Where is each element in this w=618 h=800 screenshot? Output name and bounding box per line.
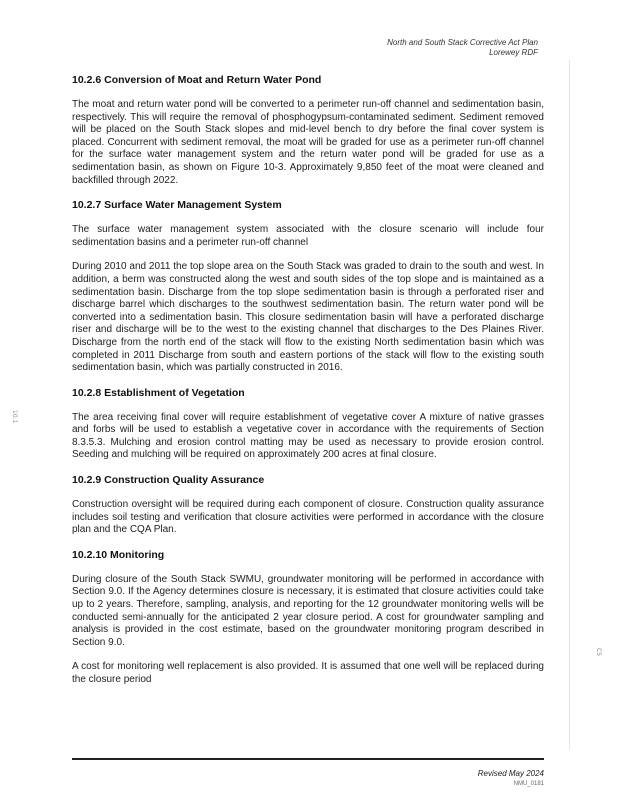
right-margin-mark: C5 — [595, 648, 602, 657]
page-header — [387, 38, 538, 58]
section-monitoring — [72, 549, 544, 687]
paragraph: The area receiving final cover will require establishment of vegetative cover A mixture of native grasses and forbs will be used to establish a vegetative cover in accordance with the requirements of Section 8.3.5.3. Mulching and erosion control matting may be used as necessary to provide erosion control. Seeding and mulching will be required on approximately 200 acres at final closure. — [72, 411, 544, 461]
scan-edge-line — [569, 60, 570, 750]
section-heading: 10.2.10 Monitoring — [72, 548, 165, 561]
header-site-name: Lorewey RDF — [489, 48, 538, 57]
paragraph: During 2010 and 2011 the top slope area on the South Stack was graded to drain to the south and west. In addition, a berm was constructed along the west and south sides of the top slope and is maintained as a sedimentation basin. Discharge from the top slope sedimentation basin is through a perforated riser and discharge barrel which discharges to the southwest sedimentation basin. The return water pond will be converted into a sedimentation basin. This closure sedimentation basin will have a perforated discharge riser and discharge will be to the west to the existing channel that discharges to the Des Plaines River. Discharge from the north end of the stack will flow to the existing North sedimentation basin which was completed in 2011 Discharge from south and eastern portions of the stack will flow to the existing south sedimentation basin, which was partially constructed in 2016. — [72, 261, 544, 374]
section-heading: 10.2.7 Surface Water Management System — [72, 199, 282, 212]
document-code: NMU_0181 — [513, 781, 544, 787]
section-surface-water — [72, 199, 544, 375]
paragraph: A cost for monitoring well replacement is also provided. It is assumed that one well will be replaced during the closure period — [72, 661, 544, 685]
footer-rule — [72, 758, 544, 760]
document-body — [72, 74, 544, 699]
section-heading: 10.2.8 Establishment of Vegetation — [72, 386, 245, 399]
section-heading: 10.2.9 Construction Quality Assurance — [72, 474, 265, 487]
section-vegetation — [72, 387, 544, 462]
paragraph: Construction oversight will be required during each component of closure. Construction quality assurance includes soil testing and verification that closure activities were performed in accordance with the closure plan and the CQA Plan. — [72, 499, 544, 536]
page-footer — [478, 769, 544, 789]
section-moat-conversion — [72, 74, 544, 187]
paragraph: During closure of the South Stack SWMU, groundwater monitoring will be performed in accordance with Section 9.0. If the Agency determines closure is necessary, it is estimated that closure activities could take up to 2 years. Therefore, sampling, analysis, and reporting for the 12 groundwater monitoring wells will be conducted semi-annually for the anticipated 2 year closure period. A cost for groundwater sampling and analysis is provided in the cost estimate, based on the groundwater monitoring program described in Section 9.0. — [72, 573, 544, 648]
section-heading: 10.2.6 Conversion of Moat and Return Water Pond — [72, 74, 322, 86]
header-document-title: North and South Stack Corrective Act Plan — [387, 38, 538, 47]
paragraph: The surface water management system associated with the closure scenario will include four sedimentation basins and a perimeter run-off channel — [72, 224, 544, 248]
paragraph: The moat and return water pond will be converted to a perimeter run-off channel and sedimentation basin, respectively. This will require the removal of phosphogypsum-contaminated sediment. Sediment removed will be placed on the South Stack slopes and mid-level bench to dry before the final cover system is placed. Concurrent with sediment removal, the moat will be graded for use as a perimeter run-off channel for the surface water management system and the return water pond will be graded for use as a sedimentation basin, as shown on Figure 10-3. Approximately 9,850 feet of the moat were cleaned and backfilled through 2022. — [72, 99, 544, 186]
section-quality-assurance — [72, 474, 544, 537]
revision-date: Revised May 2024 — [477, 769, 544, 778]
left-margin-mark: 10.1 — [11, 410, 18, 424]
